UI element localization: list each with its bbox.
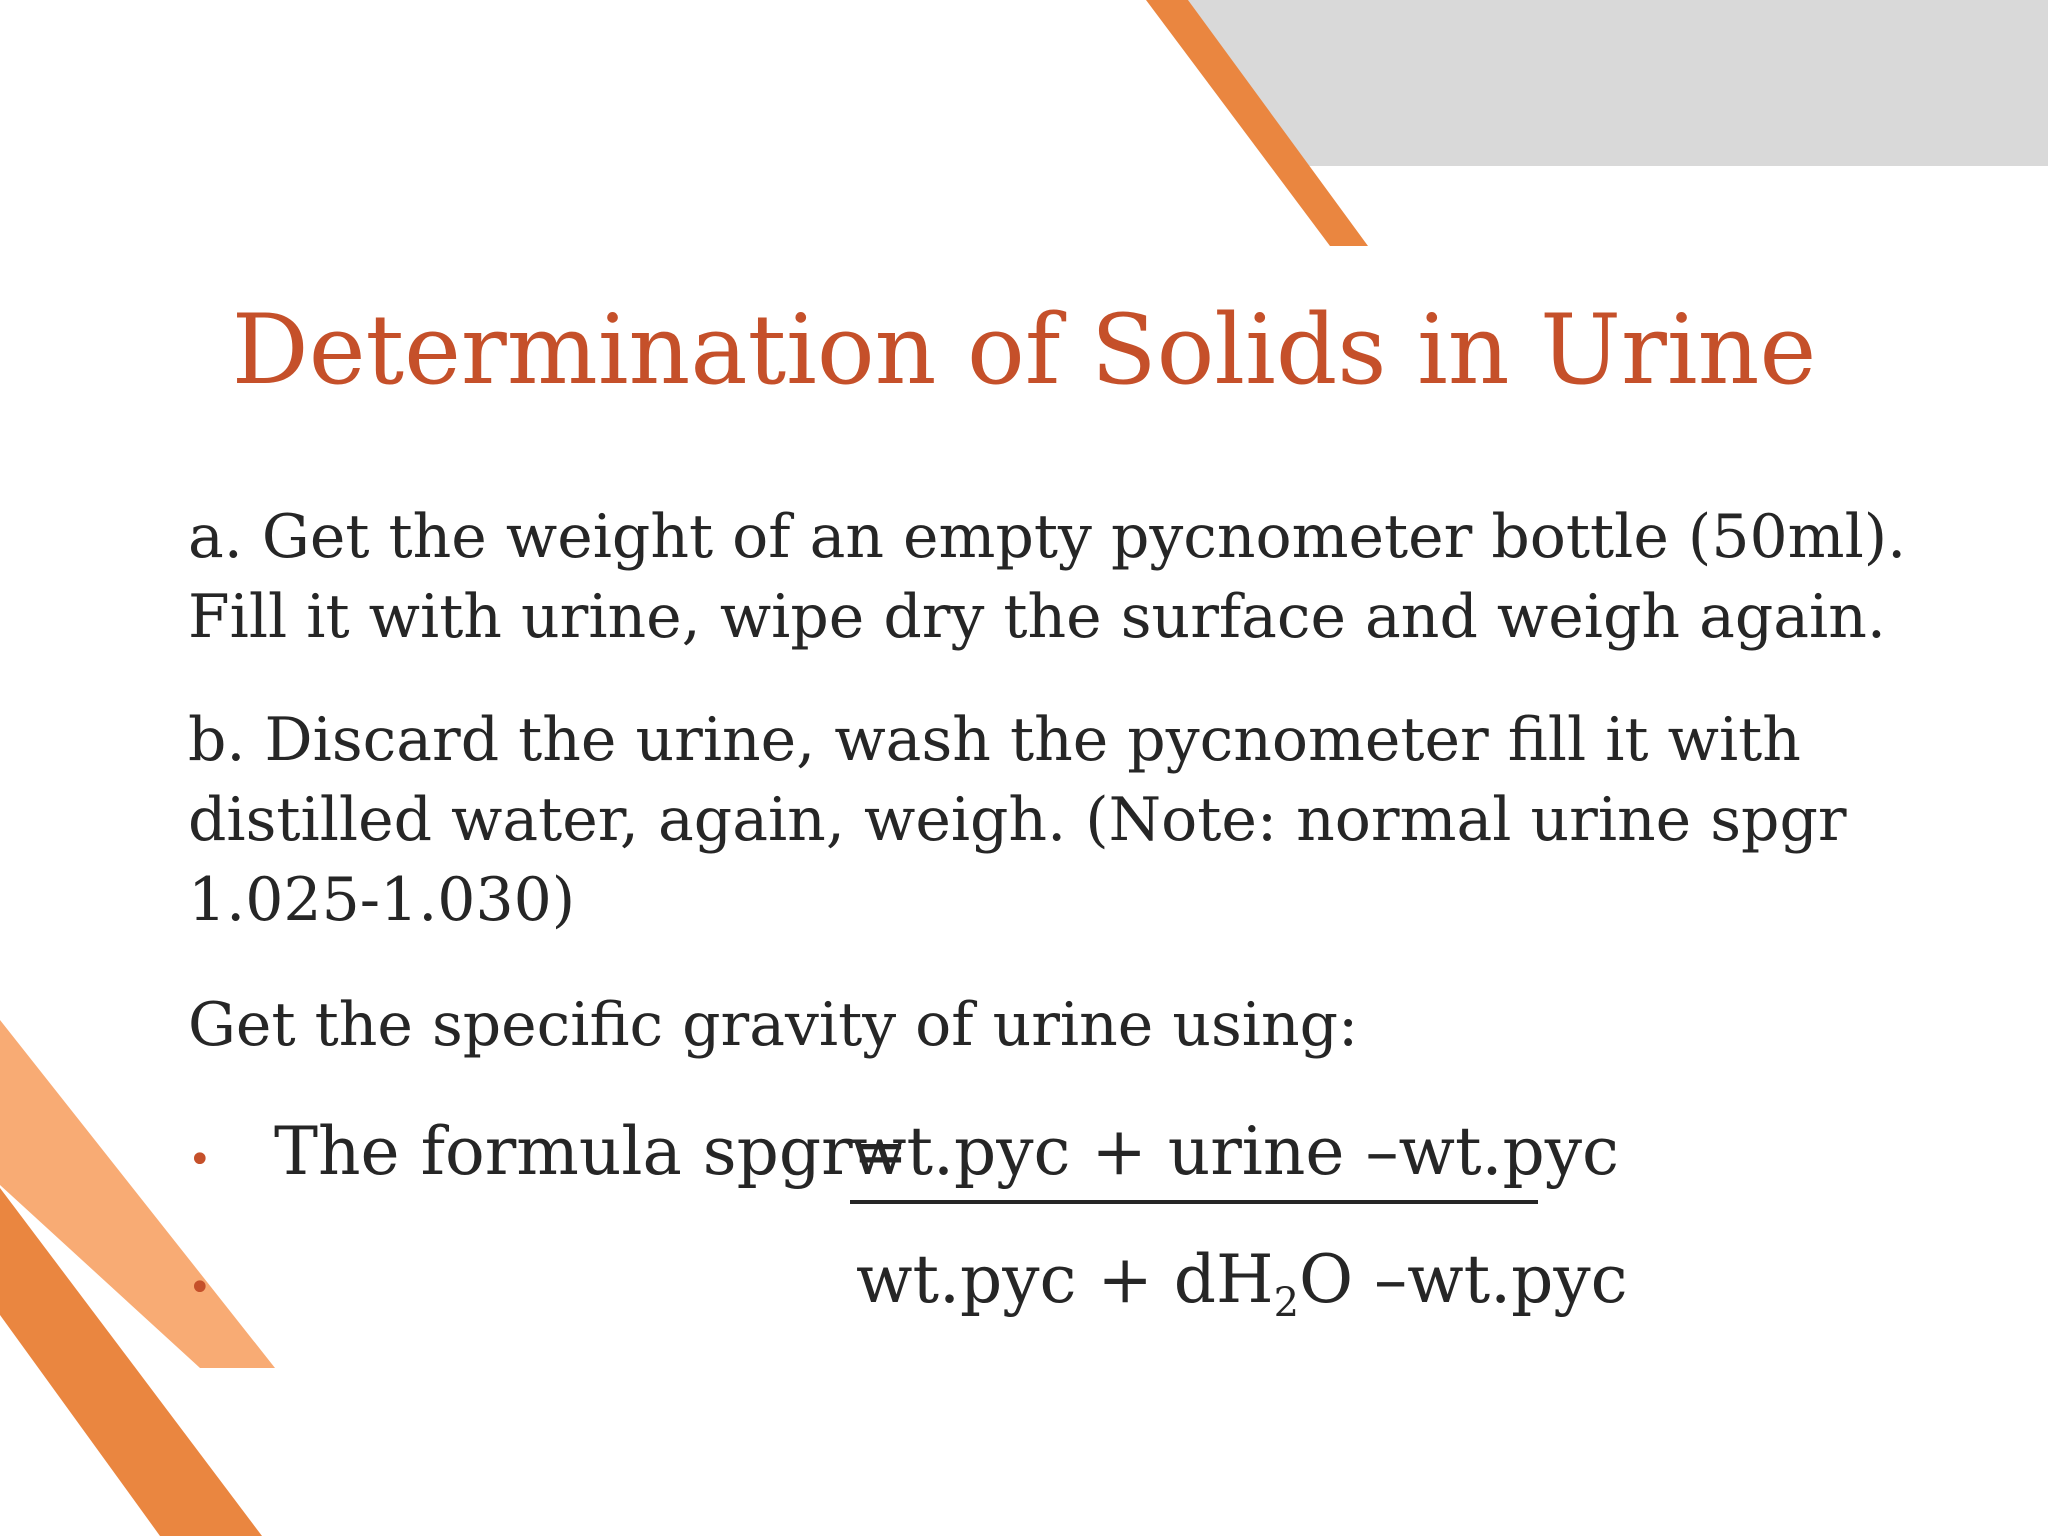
paragraph-b-line-3: 1.025-1.030)	[188, 865, 576, 935]
paragraph-a-line-1: a. Get the weight of an empty pycnometer bottle (50ml).	[188, 502, 1907, 572]
slide-title: Determination of Solids in Urine	[231, 294, 1817, 406]
fraction-bar	[850, 1200, 1538, 1204]
instruction-text: Get the specific gravity of urine using:	[188, 990, 1359, 1060]
denominator-suffix: O –wt.pyc	[1299, 1241, 1628, 1318]
formula-lead-text: The formula spgr=	[274, 1113, 909, 1190]
denominator-subscript: 2	[1273, 1280, 1300, 1326]
paragraph-b-line-1: b. Discard the urine, wash the pycnometer fill it with	[188, 705, 1801, 775]
bullet-2: •	[188, 1265, 212, 1311]
denominator-prefix: wt.pyc + dH	[856, 1241, 1274, 1318]
gray-corner-band	[1188, 0, 2048, 166]
formula-denominator	[856, 1240, 1628, 1343]
formula-numerator: wt.pyc + urine –wt.pyc	[850, 1113, 1619, 1190]
paragraph-a-line-2: Fill it with urine, wipe dry the surface and weigh again.	[188, 582, 1886, 652]
paragraph-b-line-2: distilled water, again, weigh. (Note: normal urine spgr	[188, 785, 1847, 855]
bullet-1: •	[188, 1137, 212, 1183]
